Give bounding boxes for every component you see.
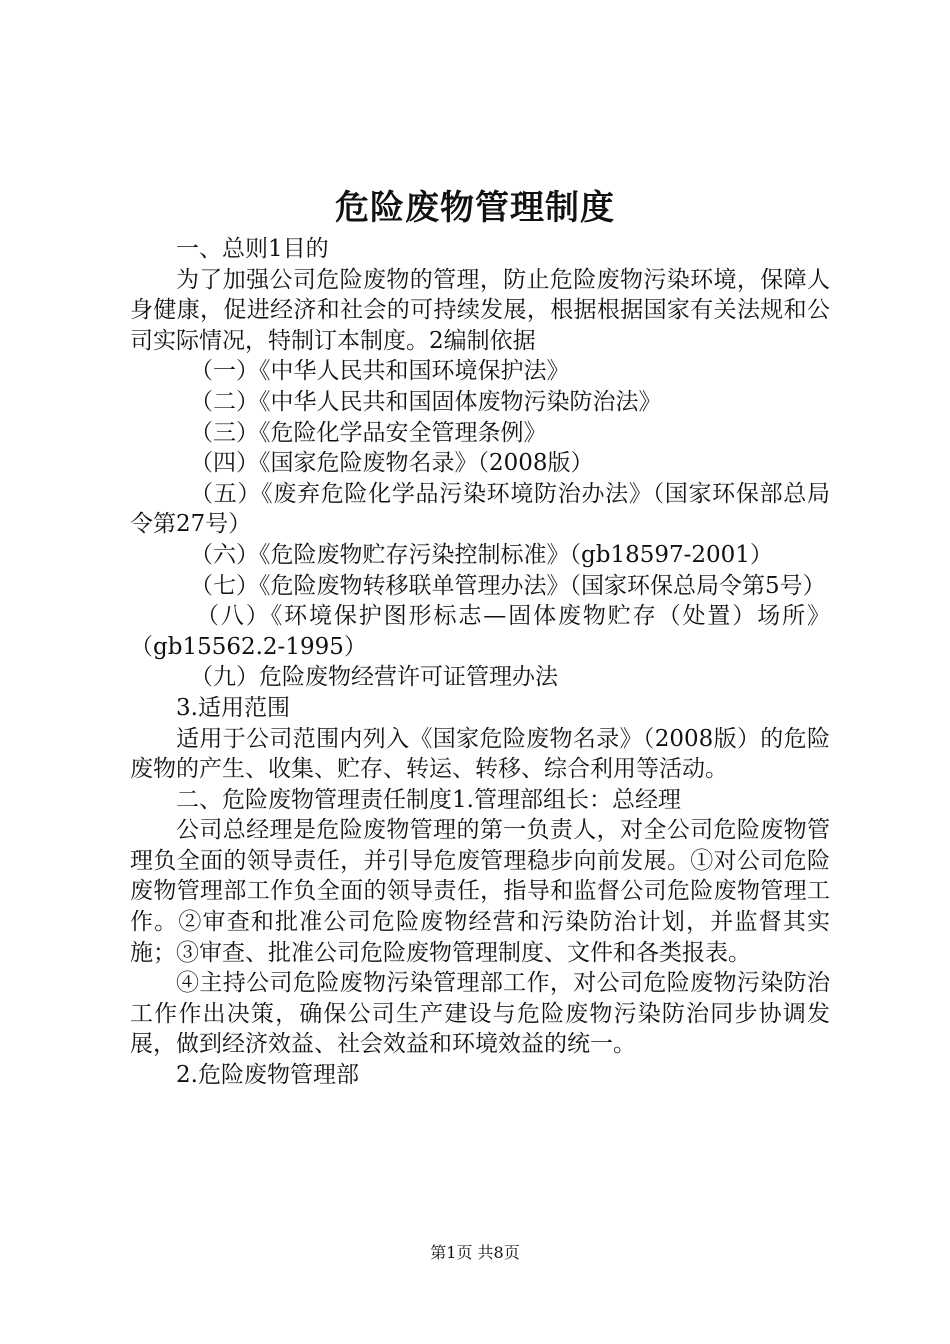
basis-item-6: （六）《危险废物贮存污染控制标准》（gb18597-2001） <box>190 541 773 568</box>
basis-item-8: （八）《环境保护图形标志—固体废物贮存（处置）场所》（gb15562.2-1995） <box>130 603 830 660</box>
document-body <box>130 234 830 1091</box>
basis-item-4: （四）《国家危险废物名录》（2008版） <box>190 450 594 477</box>
section-heading-general: 一、总则1目的 <box>176 236 329 262</box>
section-heading-scope: 3.适用范围 <box>176 694 290 721</box>
paragraph-scope: 适用于公司范围内列入《国家危险废物名录》（2008版）的危险废物的产生、收集、贮存、转运、转移、综合利用等活动。 <box>130 725 830 783</box>
basis-item-5: （五）《废弃危险化学品污染环境防治办法》（国家环保部总局令第27号） <box>130 480 830 538</box>
page-footer: 第1页 共8页 <box>430 1243 520 1262</box>
basis-item-2: （二）《中华人民共和国固体废物污染防治法》 <box>190 388 662 415</box>
section-heading-responsibility: 二、危险废物管理责任制度1.管理部组长：总经理 <box>176 786 681 813</box>
paragraph-pollution-management: ④主持公司危险废物污染管理部工作，对公司危险废物污染防治工作作出决策，确保公司生产建设与危险废物污染防治同步协调发展，做到经济效益、社会效益和环境效益的统一。 <box>130 970 830 1058</box>
document-title: 危险废物管理制度 <box>335 188 615 228</box>
basis-item-7: （七）《危险废物转移联单管理办法》（国家环保总局令第5号） <box>190 572 826 599</box>
paragraph-purpose: 为了加强公司危险废物的管理，防止危险废物污染环境，保障人身健康，促进经济和社会的可持续发展，根据根据国家有关法规和公司实际情况，特制订本制度。2编制依据 <box>130 266 830 354</box>
basis-item-1: （一）《中华人民共和国环境保护法》 <box>190 358 570 385</box>
section-heading-department: 2.危险废物管理部 <box>176 1062 359 1089</box>
basis-item-3: （三）《危险化学品安全管理条例》 <box>190 419 547 446</box>
basis-item-9: （九）危险废物经营许可证管理办法 <box>190 664 558 691</box>
paragraph-general-manager: 公司总经理是危险废物管理的第一负责人，对全公司危险废物管理负全面的领导责任，并引导危废管理稳步向前发展。①对公司危险废物管理部工作负全面的领导责任，指导和监督公司危险废物管理工作。②审查和批准公司危险废物经营和污染防治计划，并监督其实施；③审查、批准公司危险废物管理制度、文件和各类报表。 <box>130 817 830 966</box>
